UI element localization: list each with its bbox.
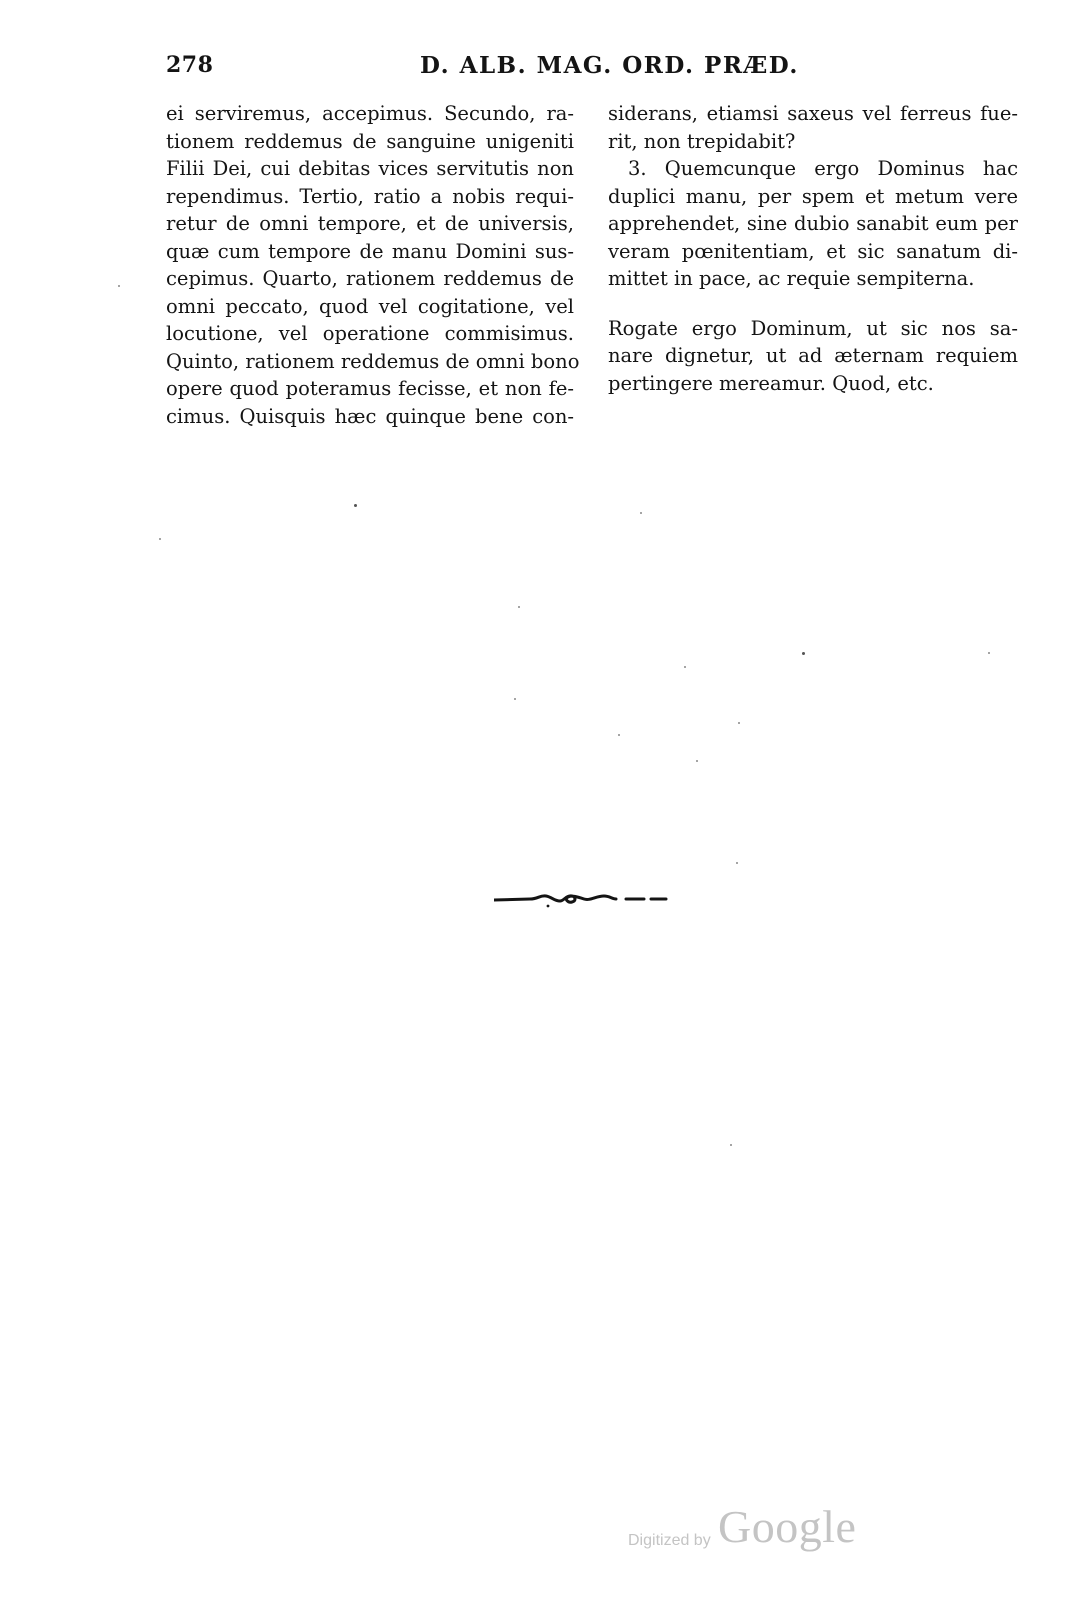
text-line: mittet in pace, ac requie sempiterna. xyxy=(608,267,975,290)
text-line: nare dignetur, ut ad æternam requiem xyxy=(608,344,1018,367)
scan-speck xyxy=(640,512,642,514)
scan-speck xyxy=(696,760,698,762)
paragraph-gap xyxy=(608,293,1018,315)
text-line: locutione, vel operatione commisimus. xyxy=(166,322,574,345)
scan-speck xyxy=(738,722,740,724)
scan-speck xyxy=(118,285,120,287)
text-line: cimus. Quisquis hæc quinque bene con- xyxy=(166,404,574,428)
text-line: veram pœnitentiam, et sic sanatum di- xyxy=(608,239,1018,263)
text-line: tionem reddemus de sanguine unigeniti xyxy=(166,129,574,153)
text-line: duplici manu, per spem et metum vere xyxy=(608,184,1018,208)
text-line: Quinto, rationem reddemus de omni bono xyxy=(166,349,580,373)
text-line: quæ cum tempore de manu Domini sus- xyxy=(166,239,574,263)
scan-speck xyxy=(730,1144,732,1146)
scan-speck xyxy=(988,652,990,654)
page-number: 278 xyxy=(166,52,214,78)
text-line: Rogate ergo Dominum, ut sic nos sa- xyxy=(608,316,1018,340)
text-line: apprehendet, sine dubio sanabit eum per xyxy=(608,212,1018,235)
text-line: rit, non trepidabit? xyxy=(608,129,796,153)
scan-speck xyxy=(618,734,620,736)
scan-speck xyxy=(802,652,805,655)
text-line: rependimus. Tertio, ratio a nobis requi- xyxy=(166,184,574,208)
text-line: 3. Quemcunque ergo Dominus hac xyxy=(628,157,1018,180)
scan-speck xyxy=(514,698,516,700)
scan-speck xyxy=(518,606,520,608)
running-title: D. ALB. MAG. ORD. PRÆD. xyxy=(420,52,799,79)
right-column xyxy=(608,100,1018,397)
end-ornament-icon xyxy=(494,892,674,914)
text-line: pertingere mereamur. Quod, etc. xyxy=(608,371,934,395)
text-line: retur de omni tempore, et de universis, xyxy=(166,212,574,235)
scan-speck xyxy=(736,862,738,864)
scan-speck xyxy=(159,538,161,540)
left-column xyxy=(166,100,580,430)
text-line: cepimus. Quarto, rationem reddemus de xyxy=(166,267,574,290)
google-logo: Google xyxy=(718,1501,857,1552)
text-line: opere quod poteramus fecisse, et non fe- xyxy=(166,377,574,400)
text-line: Filii Dei, cui debitas vices servitutis non xyxy=(166,157,574,180)
text-line: siderans, etiamsi saxeus vel ferreus fue- xyxy=(608,102,1018,125)
watermark-label: Digitized by xyxy=(628,1532,711,1549)
text-line: omni peccato, quod vel cogitatione, vel xyxy=(166,294,574,318)
text-line: ei serviremus, accepimus. Secundo, ra- xyxy=(166,102,574,125)
scan-speck xyxy=(684,666,686,668)
scan-speck xyxy=(354,504,357,507)
